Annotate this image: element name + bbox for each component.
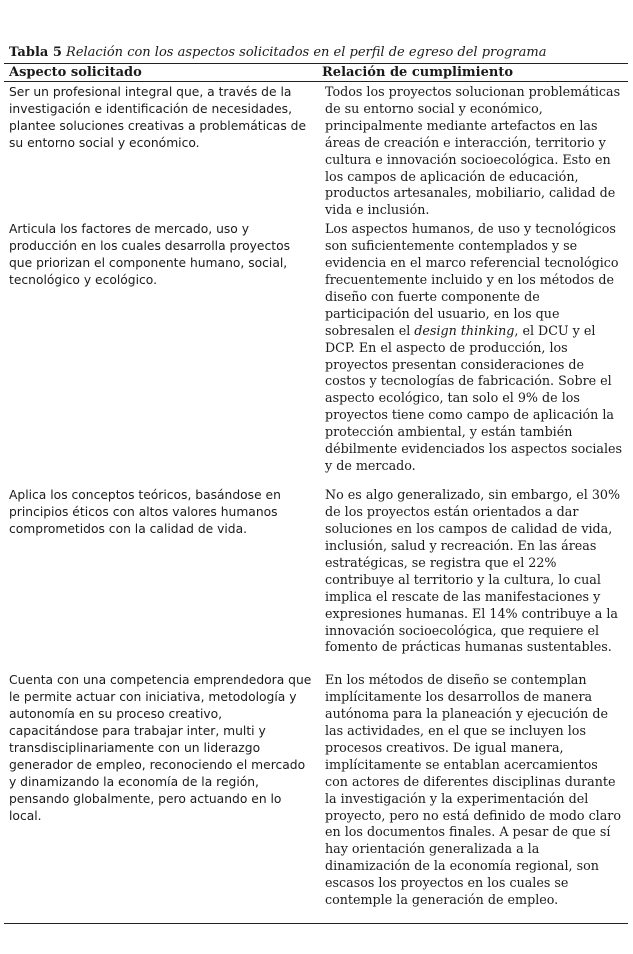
relation-text-before: Los aspectos humanos, de uso y tecnológicos son suficientemente contemplados y se evidencia en el marco referencial tecnológico frecuentemente incluido y en los métodos de diseño con fuerte componente de participación del usuario, en los que sobresalen el <box>325 221 619 338</box>
aspect-cell: Ser un profesional integral que, a través de la investigación e identificación de necesidades, plantee soluciones creativas a problemáticas de su entorno social y económico. <box>9 85 307 150</box>
aspect-cell: Aplica los conceptos teóricos, basándose en principios éticos con altos valores humanos comprometidos con la calidad de vida. <box>9 488 281 537</box>
table-row <box>4 219 628 485</box>
relation-text-after: , el DCU y el DCP. En el aspecto de producción, los proyectos presentan consideraciones de costos y tecnologías de fabricación. Sobre el aspecto ecológico, tan solo el 9% de los proyectos tiene como campo de aplicación la protección ambiental, y están también débilmente evidenciados los aspectos sociales y de mercado. <box>325 322 623 473</box>
relation-cell <box>317 219 628 485</box>
caption-title: Relación con los aspectos solicitados en el perfil de egreso del programa <box>66 45 547 60</box>
table-header-row <box>4 64 628 82</box>
caption-label: Tabla 5 <box>9 45 62 60</box>
relation-emphasis: design thinking <box>414 322 515 338</box>
relation-cell: No es algo generalizado, sin embargo, el 30% de los proyectos están orientados a dar soluciones en los campos de calidad de vida, inclusión, salud y recreación. En las áreas estratégicas, se registra que el 22% contribuye al territorio y la cultura, lo cual implica el rescate de las manifestaciones y expresiones humanas. El 14% contribuye a la innovación socioecológica, que requiere el fomento de prácticas humanas sustentables. <box>325 487 621 655</box>
table-row <box>4 485 628 670</box>
table-caption <box>9 44 629 61</box>
header-aspect: Aspecto solicitado <box>9 65 142 80</box>
profile-relation-table <box>4 63 628 924</box>
table-row <box>4 82 628 220</box>
relation-cell: Todos los proyectos solucionan problemáticas de su entorno social y económico, principalmente mediante artefactos en las áreas de creación e interacción, territorio y cultura e innovación socioecológica. Esto en los campos de aplicación de educación, productos artesanales, mobiliario, calidad de vida e inclusión. <box>325 84 621 218</box>
header-relation: Relación de cumplimiento <box>322 65 514 80</box>
aspect-cell: Cuenta con una competencia emprendedora que le permite actuar con iniciativa, metodología y autonomía en su proceso creativo, capacitándose para trabajar inter, multi y transdisciplinariamente con un liderazgo generador de empleo, reconociendo el mercado y dinamizando la economía de la región, pensando globalmente, pero actuando en lo local. <box>9 673 312 823</box>
aspect-cell: Articula los factores de mercado, uso y producción en los cuales desarrolla proyectos que priorizan el componente humano, social, tecnológico y ecológico. <box>9 222 290 287</box>
relation-cell: En los métodos de diseño se contemplan implícitamente los desarrollos de manera autónoma para la planeación y ejecución de las actividades, en el que se incluyen los procesos creativos. De igual manera, implícitamente se entablan acercamientos con actores de diferentes disciplinas durante la investigación y la experimentación del proyecto, pero no está definido de modo claro en los documentos finales. A pesar de que sí hay orientación generalizada a la dinamización de la economía regional, son escasos los proyectos en los cuales se contemple la generación de empleo. <box>325 672 622 908</box>
table-row <box>4 670 628 924</box>
